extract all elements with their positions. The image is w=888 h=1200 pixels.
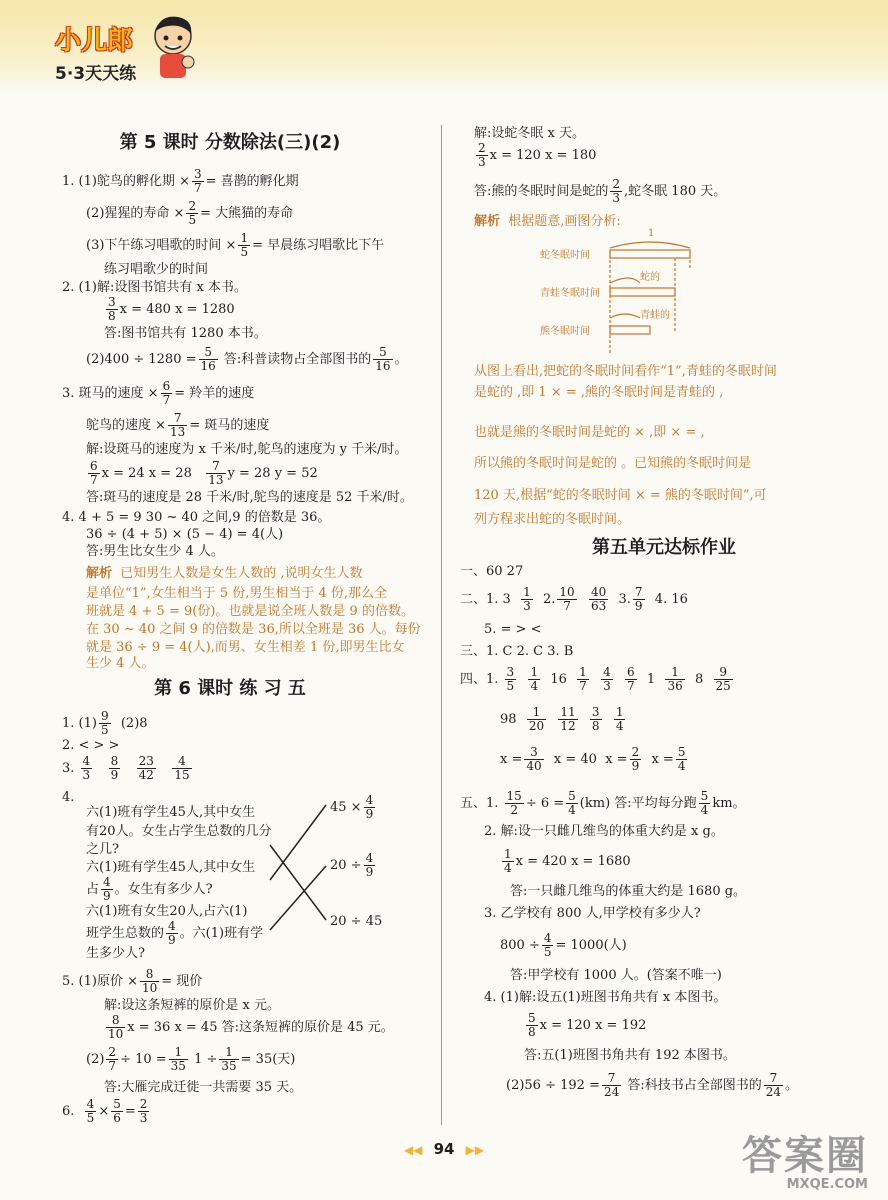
match-line: [270, 866, 326, 930]
q2-l2: $\frac{3}{8}$ x = 480 x = 1280: [108, 295, 235, 324]
q3-l3: 解:设斑马的速度为 x 千米/时,鸵鸟的速度为 y 千米/时。: [86, 442, 408, 457]
watermark-logo: 答案圈: [742, 1133, 868, 1179]
fraction: $\frac{3}{5}$: [506, 665, 515, 694]
r-ana-p6: 列方程求出蛇的冬眠时间。: [474, 512, 631, 527]
fraction: $\frac{1}{4}$: [530, 665, 539, 694]
q2-l1: 2. (1)解:设图书馆共有 x 本书。: [62, 280, 247, 295]
fraction: $\frac{1}{36}$: [667, 665, 683, 694]
diag-frog-x: 青蛙的: [640, 310, 670, 321]
fraction: $\frac{9}{5}$: [100, 709, 109, 738]
match-q2-l2: 占 $\frac{4}{9}$ 。女生有多少人?: [86, 875, 213, 904]
fraction: $\frac{1}{35}$: [221, 1045, 237, 1074]
fraction: $\frac{9}{25}$: [715, 665, 731, 694]
fraction: $\frac{7}{13}$: [170, 411, 186, 440]
match-q1-l2: 有20人。女生占学生总数的几分: [86, 824, 272, 839]
fraction: $\frac{5}{4}$: [700, 789, 709, 818]
e2: 2. < > >: [62, 738, 120, 753]
series-name: 5·3天天练: [55, 64, 137, 84]
lesson5-title: 第 5 课时 分数除法(三)(2): [119, 132, 341, 153]
fraction: $\frac{2}{3}$: [612, 177, 621, 206]
e4: 4.: [62, 790, 75, 805]
fraction: $\frac{1}{7}$: [579, 665, 587, 694]
diag-frog: 青蛙冬眠时间: [540, 288, 600, 299]
fraction: $\frac{1}{4}$: [504, 847, 512, 876]
fraction: $\frac{40}{63}$: [590, 585, 607, 614]
e5-l4: (2) $\frac{2}{7}$ ÷ 10 = $\frac{1}{35}$ 1 ÷ $\frac{1}{35}$ = 35(天): [86, 1045, 296, 1074]
diag-snake: 蛇冬眠时间: [540, 250, 590, 261]
fraction: $\frac{5}{8}$: [528, 1011, 536, 1040]
fraction: $\frac{5}{4}$: [677, 745, 686, 774]
e6: 6. $\frac{4}{5}$ × $\frac{5}{6}$ = $\frac{2}{3}$: [62, 1097, 148, 1126]
u5-l1: 五、1. $\frac{15}{2}$ ÷ 6 = $\frac{5}{4}$ (km) 答:平均每分跑 $\frac{5}{4}$ km。: [460, 789, 746, 818]
match-r1: 45 × $\frac{4}{9}$: [330, 793, 374, 822]
fraction: $\frac{4}{15}$: [174, 754, 190, 783]
fraction: $\frac{5}{4}$: [568, 789, 576, 818]
u2: 二、1. 3 $\frac{1}{3}$ 2. $\frac{10}{7}$ $\frac{40}{63}$ 3. $\frac{7}{9}$ 4. 16: [460, 585, 688, 614]
r-analysis-intro: 解析 根据题意,画图分析:: [474, 214, 621, 229]
match-line: [270, 845, 326, 920]
bear-bar: [610, 326, 650, 334]
u5-l10: 答:五(1)班图书角共有 192 本图书。: [524, 1048, 736, 1063]
fraction: $\frac{2}{3}$: [478, 141, 486, 170]
fraction: $\frac{3}{40}$: [526, 745, 542, 774]
u2e: 5. = > <: [484, 622, 542, 637]
snake-bar: [610, 250, 690, 258]
match-q3-l2: 班学生总数的 $\frac{4}{9}$ 。六(1)班有学: [86, 919, 264, 948]
e3: 3. $\frac{4}{3}$ $\frac{8}{9}$ $\frac{23}{42}$ $\frac{4}{15}$: [62, 754, 190, 783]
fraction: $\frac{4}{3}$: [603, 665, 611, 694]
q4-l1: 4. 4 + 5 = 9 30 ~ 40 之间,9 的倍数是 36。: [62, 510, 331, 525]
fraction: $\frac{1}{4}$: [615, 705, 624, 734]
match-r3: 20 ÷ 45: [330, 914, 383, 929]
match-q3-l3: 生多少人?: [86, 946, 145, 961]
frog-bar: [610, 288, 675, 296]
fraction: $\frac{7}{24}$: [765, 1071, 782, 1100]
q3-l5: 答:斑马的速度是 28 千米/时,鸵鸟的速度是 52 千米/时。: [86, 490, 413, 505]
fraction: $\frac{4}{9}$: [365, 793, 374, 822]
q2-l4: (2)400 ÷ 1280 = $\frac{5}{16}$ 答:科普读物占全部图书的 $\frac{5}{16}$ 。: [86, 345, 408, 374]
match-r2: 20 ÷ $\frac{4}{9}$: [330, 851, 374, 880]
watermark-url: MXQE.COM: [786, 1177, 868, 1192]
fraction: $\frac{6}{7}$: [162, 379, 171, 408]
fraction: $\frac{7}{9}$: [634, 585, 643, 614]
r-l1: 解:设蛇冬眠 x 天。: [474, 126, 585, 141]
fraction: $\frac{4}{5}$: [543, 931, 552, 960]
u4-row1: 四、1. $\frac{3}{5}$ $\frac{1}{4}$ 16 $\frac{1}{7}$ $\frac{4}{3}$ $\frac{6}{7}$ 1 $\frac{1}{36}$ 8 $\frac{9}{25}$: [460, 665, 731, 694]
fraction: $\frac{4}{9}$: [365, 851, 374, 880]
fraction: $\frac{2}{9}$: [631, 745, 640, 774]
match-q1-l1: 六(1)班有学生45人,其中女生: [86, 805, 256, 820]
segment-diagram: [540, 228, 720, 358]
diag-one: 1: [648, 228, 655, 239]
u5-l5: 3. 乙学校有 800 人,甲学校有多少人?: [484, 906, 701, 921]
fraction: $\frac{2}{5}$: [188, 199, 197, 228]
match-q1-l3: 之几?: [86, 842, 119, 857]
prev-arrows-icon: ◀◀: [403, 1143, 423, 1157]
u5-l9: $\frac{5}{8}$ x = 120 x = 192: [528, 1011, 647, 1040]
analysis-3: 班就是 4 + 5 = 9(份)。也就是说全班人数是 9 的倍数。: [86, 604, 414, 619]
r-ana-p4: 所以熊的冬眠时间是蛇的 。已知熊的冬眠时间是: [474, 456, 752, 471]
u5-l3: $\frac{1}{4}$ x = 420 x = 1680: [504, 847, 631, 876]
e1: 1. (1) $\frac{9}{5}$ (2)8: [62, 709, 148, 738]
analysis-1: 解析 已知男生人数是女生人数的 ,说明女生人数: [86, 566, 363, 581]
r-ana-p5: 120 天,根据“蛇的冬眠时间 × = 熊的冬眠时间”,可: [474, 488, 767, 503]
q4-l3: 答:男生比女生少 4 人。: [86, 544, 224, 559]
match-q2-l1: 六(1)班有学生45人,其中女生: [86, 860, 256, 875]
fraction: $\frac{8}{10}$: [141, 967, 158, 996]
fraction: $\frac{1}{20}$: [528, 705, 545, 734]
u5-l11: (2)56 ÷ 192 = $\frac{7}{24}$ 答:科技书占全部图书的 $\frac{7}{24}$ 。: [506, 1071, 799, 1100]
match-q3-l1: 六(1)班有女生20人,占六(1): [86, 904, 248, 919]
e5-l3: $\frac{8}{10}$ x = 36 x = 45 答:这条短裤的原价是 45 元。: [108, 1013, 394, 1042]
q3-l1: 3. 斑马的速度 × $\frac{6}{7}$ = 羚羊的速度: [62, 379, 255, 408]
e5-l1: 5. (1)原价 × $\frac{8}{10}$ = 现价: [62, 967, 203, 996]
e5-l5: 答:大雁完成迁徙一共需要 35 天。: [104, 1080, 303, 1095]
q3-l4: $\frac{6}{7}$ x = 24 x = 28 $\frac{7}{13}$ y = 28 y = 52: [90, 459, 318, 488]
fraction: $\frac{8}{9}$: [110, 754, 119, 783]
fraction: $\frac{6}{7}$: [626, 665, 635, 694]
fraction: $\frac{4}{9}$: [168, 919, 176, 948]
analysis-4: 在 30 ~ 40 之间 9 的倍数是 36,所以全班是 36 人。每份: [86, 622, 421, 637]
u1: 一、60 27: [460, 564, 524, 579]
r-l3: 答:熊的冬眠时间是蛇的 $\frac{2}{3}$ ,蛇冬眠 180 天。: [474, 177, 727, 206]
q1b: (2)猩猩的寿命 × $\frac{2}{5}$ = 大熊猫的寿命: [86, 199, 294, 228]
analysis-6: 生少 4 人。: [86, 656, 155, 671]
fraction: $\frac{10}{7}$: [559, 585, 575, 614]
lesson6-title: 第 6 课时 练 习 五: [154, 678, 306, 699]
fraction: $\frac{4}{9}$: [103, 875, 111, 904]
q4-l2: 36 ÷ (4 + 5) × (5 − 4) = 4(人): [86, 527, 284, 542]
u4-row3: x = $\frac{3}{40}$ x = 40 x = $\frac{2}{9}$ x = $\frac{5}{4}$: [500, 745, 686, 774]
watermark: [742, 1124, 868, 1192]
r-ana-p3: 也就是熊的冬眠时间是蛇的 × ,即 × = ,: [474, 425, 705, 440]
u5-l2: 2. 解:设一只雌几维鸟的体重大约是 x g。: [484, 824, 724, 839]
analysis-5: 就是 36 ÷ 9 = 4(人),而男、女生相差 1 份,即男生比女: [86, 640, 405, 655]
u3: 三、1. C 2. C 3. B: [460, 644, 574, 659]
r-ana-p2: 是蛇的 ,即 1 × = ,熊的冬眠时间是青蛙的 ,: [474, 385, 724, 400]
fraction: $\frac{7}{13}$: [208, 459, 224, 488]
fraction: $\frac{15}{2}$: [506, 789, 522, 818]
fraction: $\frac{1}{5}$: [240, 231, 249, 260]
fraction: $\frac{5}{6}$: [113, 1097, 121, 1126]
e5-l2: 解:设这条短裤的原价是 x 元。: [104, 998, 280, 1013]
brace: [610, 242, 690, 248]
fraction: $\frac{6}{7}$: [90, 459, 98, 488]
fraction: $\frac{11}{12}$: [560, 705, 576, 734]
fraction: $\frac{3}{8}$: [108, 295, 116, 324]
r-l2: $\frac{2}{3}$ x = 120 x = 180: [478, 141, 597, 170]
fraction: $\frac{3}{7}$: [193, 167, 202, 196]
fraction: $\frac{8}{10}$: [108, 1013, 124, 1042]
fraction: $\frac{7}{24}$: [603, 1071, 620, 1100]
fraction: $\frac{5}{16}$: [375, 345, 391, 374]
fraction: $\frac{1}{3}$: [523, 585, 531, 614]
q1a: 1. (1)鸵鸟的孵化期 × $\frac{3}{7}$ = 喜鹊的孵化期: [62, 167, 299, 196]
fraction: $\frac{5}{16}$: [200, 345, 216, 374]
diag-snake-x: 蛇的: [640, 272, 660, 283]
fraction: $\frac{3}{8}$: [591, 705, 600, 734]
brand-name: 小儿郎: [55, 26, 134, 56]
u5-l8: 4. (1)解:设五(1)班图书角共有 x 本图书。: [484, 990, 727, 1005]
fraction: $\frac{1}{35}$: [170, 1045, 186, 1074]
next-arrows-icon: ▶▶: [465, 1143, 485, 1157]
q3-l2: 鸵鸟的速度 × $\frac{7}{13}$ = 斑马的速度: [86, 411, 270, 440]
q1c-cont: 练习唱歌少的时间: [104, 262, 209, 277]
fraction: $\frac{4}{5}$: [86, 1097, 95, 1126]
q1c: (3)下午练习唱歌的时间 × $\frac{1}{5}$ = 早晨练习唱歌比下午: [86, 231, 385, 260]
diag-bear: 熊冬眠时间: [540, 326, 590, 337]
match-line: [270, 805, 326, 880]
u5-l4: 答:一只雌几维鸟的体重大约是 1680 g。: [510, 884, 747, 899]
u5-l6: 800 ÷ $\frac{4}{5}$ = 1000(人): [500, 931, 627, 960]
analysis-2: 是单位“1”,女生相当于 5 份,男生相当于 4 份,那么全: [86, 586, 388, 601]
fraction: $\frac{2}{7}$: [108, 1045, 117, 1074]
fraction: $\frac{4}{3}$: [82, 754, 91, 783]
u4-row2: 98 $\frac{1}{20}$ $\frac{11}{12}$ $\frac{3}{8}$ $\frac{1}{4}$: [500, 705, 624, 734]
fraction: $\frac{23}{42}$: [138, 754, 154, 783]
q2-l3: 答:图书馆共有 1280 本书。: [104, 326, 267, 341]
fraction: $\frac{2}{3}$: [139, 1097, 148, 1126]
u5-l7: 答:甲学校有 1000 人。(答案不唯一): [510, 968, 722, 983]
page-number: 94: [433, 1140, 455, 1158]
r-ana-p1: 从图上看出,把蛇的冬眠时间看作“1”,青蛙的冬眠时间: [474, 364, 777, 379]
unit5-title: 第五单元达标作业: [592, 537, 736, 558]
